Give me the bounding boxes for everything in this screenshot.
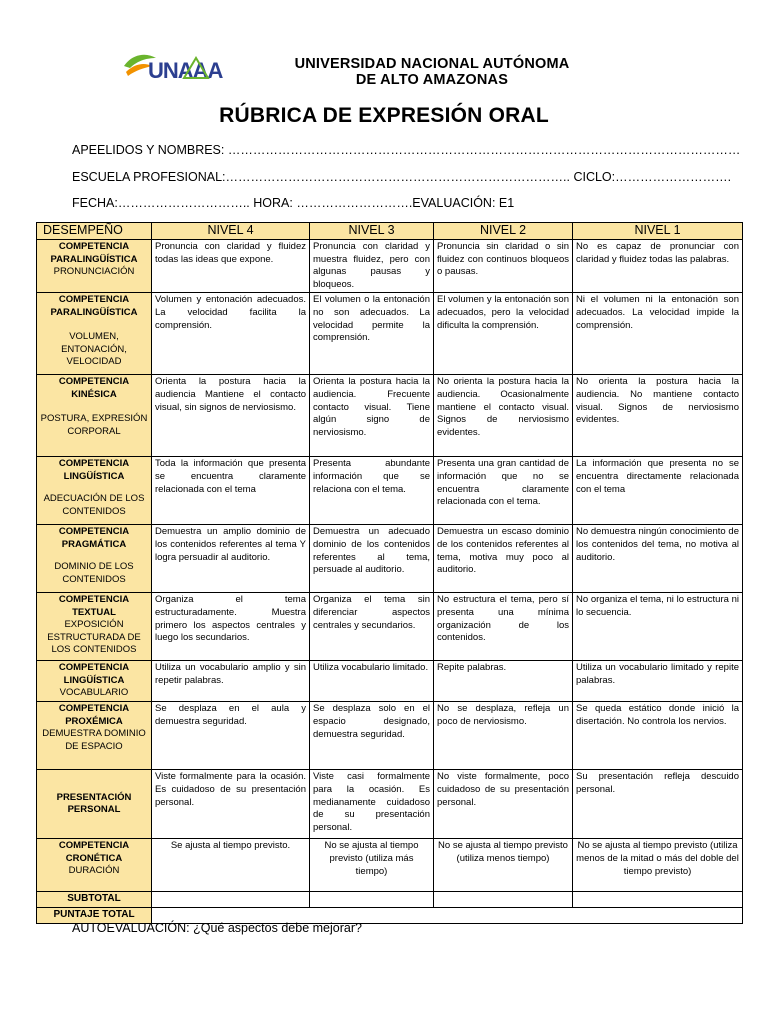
rubric-body: [37, 240, 743, 892]
svg-text:UNAAA: UNAAA: [148, 58, 223, 83]
descriptor-nivel-1: No es capaz de pronunciar con claridad y fluidez todas las palabras.: [573, 240, 743, 293]
competency-title: COMPETENCIA LINGÜÍSTICA: [58, 458, 130, 482]
column-header-nivel-3: NIVEL 3: [310, 223, 434, 240]
school-cycle-field-line: ESCUELA PROFESIONAL:……………………………………………………………………….. CICLO:……………………….: [72, 170, 732, 184]
subtotal-cell-nivel-4: [152, 892, 310, 908]
rubric-row: [37, 375, 743, 457]
subtotal-cell-nivel-1: [573, 892, 743, 908]
competency-cell: [37, 702, 152, 770]
descriptor-nivel-3: Viste casi formalmente para la ocasión. Es medianamente cuidadoso de su presentación personal.: [310, 770, 434, 839]
descriptor-nivel-4: Organiza el tema estructuradamente. Muestra primero los aspectos centrales y luego los secundarios.: [152, 593, 310, 661]
descriptor-nivel-3: Se desplaza solo en el espacio designado, demuestra seguridad.: [310, 702, 434, 770]
competency-cell: [37, 457, 152, 525]
competency-title: COMPETENCIA PARALINGÜÍSTICA: [50, 294, 138, 318]
subtotal-row: [37, 892, 743, 908]
self-evaluation-prompt: AUTOEVALUACIÓN: ¿Qué aspectos debe mejorar?: [72, 921, 362, 935]
competency-cell: [37, 240, 152, 293]
university-logo: [122, 48, 236, 84]
descriptor-nivel-3: Utiliza vocabulario limitado.: [310, 661, 434, 702]
subtotal-cell-nivel-2: [434, 892, 573, 908]
competency-title: COMPETENCIA KINÉSICA: [58, 376, 130, 400]
rubric-row: [37, 839, 743, 892]
competency-title: COMPETENCIA CRONÉTICA: [58, 840, 130, 864]
rubric-row: [37, 661, 743, 702]
rubric-header-row: [37, 223, 743, 240]
competency-cell: [37, 770, 152, 839]
descriptor-nivel-3: Demuestra un adecuado dominio de los contenidos referentes al tema, persuade al auditorio.: [310, 525, 434, 593]
competency-subtitle: DURACIÓN: [68, 865, 120, 877]
descriptor-nivel-2: No viste formalmente, poco cuidadoso de su presentación personal.: [434, 770, 573, 839]
rubric-row: [37, 702, 743, 770]
competency-title: COMPETENCIA LINGÜÍSTICA: [58, 662, 130, 686]
descriptor-nivel-4: Toda la información que presenta se encuentra claramente relacionada con el tema: [152, 457, 310, 525]
descriptor-nivel-1: Se queda estático donde inició la disertación. No controla los nervios.: [573, 702, 743, 770]
university-name-line2: DE ALTO AMAZONAS: [355, 72, 509, 88]
competency-subtitle: POSTURA, EXPRESIÓN CORPORAL: [40, 413, 148, 437]
competency-title: COMPETENCIA PROXÉMICA: [58, 703, 130, 727]
competency-subtitle: DEMUESTRA DOMINIO DE ESPACIO: [42, 728, 146, 752]
descriptor-nivel-3: Presenta abundante información que se relaciona con el tema.: [310, 457, 434, 525]
competency-title: COMPETENCIA PRAGMÁTICA: [58, 526, 130, 550]
rubric-row: [37, 240, 743, 293]
competency-cell: [37, 661, 152, 702]
rubric-row: [37, 457, 743, 525]
competency-cell: [37, 375, 152, 457]
descriptor-nivel-4: Viste formalmente para la ocasión. Es cuidadoso de su presentación personal.: [152, 770, 310, 839]
competency-subtitle: DOMINIO DE LOS CONTENIDOS: [54, 561, 134, 585]
descriptor-nivel-2: El volumen y la entonación son adecuados, pero la velocidad dificulta la comprensión.: [434, 293, 573, 375]
descriptor-nivel-4: Pronuncia con claridad y fluidez todas las ideas que expone.: [152, 240, 310, 293]
competency-cell: [37, 525, 152, 593]
descriptor-nivel-1: No organiza el tema, ni lo estructura ni lo secuencia.: [573, 593, 743, 661]
competency-title: PRESENTACIÓN PERSONAL: [56, 791, 132, 816]
column-header-nivel-4: NIVEL 4: [152, 223, 310, 240]
descriptor-nivel-1: Utiliza un vocabulario limitado y repite palabras.: [573, 661, 743, 702]
document-title: RÚBRICA DE EXPRESIÓN ORAL: [219, 104, 549, 127]
rubric-row: [37, 593, 743, 661]
column-header-desempeno: DESEMPEÑO: [37, 223, 152, 240]
descriptor-nivel-1: No demuestra ningún conocimiento de los contenidos del tema, no motiva al auditorio.: [573, 525, 743, 593]
names-field-line: APEELIDOS Y NOMBRES: ……………………………………………………………………………………………………………: [72, 143, 741, 157]
university-name-line1: UNIVERSIDAD NACIONAL AUTÓNOMA: [294, 56, 570, 72]
competency-subtitle: EXPOSICIÓN ESTRUCTURADA DE LOS CONTENIDOS: [47, 619, 141, 656]
descriptor-nivel-2: No se ajusta al tiempo previsto (utiliza menos tiempo): [434, 839, 573, 892]
rubric-row: [37, 293, 743, 375]
descriptor-nivel-4: Se ajusta al tiempo previsto.: [152, 839, 310, 892]
descriptor-nivel-3: Orienta la postura hacia la audiencia. Frecuente contacto visual. Tiene algún signo de nerviosismo.: [310, 375, 434, 457]
competency-subtitle: ADECUACIÓN DE LOS CONTENIDOS: [43, 493, 145, 517]
descriptor-nivel-2: No se desplaza, refleja un poco de nerviosismo.: [434, 702, 573, 770]
competency-cell: [37, 839, 152, 892]
competency-subtitle: VOCABULARIO: [59, 687, 129, 699]
rubric-row: [37, 770, 743, 839]
descriptor-nivel-2: Repite palabras.: [434, 661, 573, 702]
descriptor-nivel-4: Utiliza un vocabulario amplio y sin repetir palabras.: [152, 661, 310, 702]
descriptor-nivel-1: Su presentación refleja descuido personal.: [573, 770, 743, 839]
competency-title: COMPETENCIA TEXTUAL: [58, 594, 130, 618]
rubric-row: [37, 525, 743, 593]
competency-title: COMPETENCIA PARALINGÜÍSTICA: [50, 241, 138, 265]
descriptor-nivel-2: No orienta la postura hacia la audiencia. Ocasionalmente mantiene el contacto visual. Signos de nerviosismo evidentes.: [434, 375, 573, 457]
competency-subtitle: PRONUNCIACIÓN: [53, 266, 135, 277]
competency-cell: [37, 293, 152, 375]
document-header: [0, 40, 768, 100]
descriptor-nivel-2: Presenta una gran cantidad de información que no se encuentra claramente relacionada con el tema.: [434, 457, 573, 525]
descriptor-nivel-3: No se ajusta al tiempo previsto (utiliza más tiempo): [310, 839, 434, 892]
descriptor-nivel-3: Organiza el tema sin diferenciar aspectos centrales y secundarios.: [310, 593, 434, 661]
descriptor-nivel-3: El volumen o la entonación no son adecuados. La velocidad permite la comprensión.: [310, 293, 434, 375]
date-time-evaluation-line: FECHA:………………………….. HORA: ……………………….EVALUACIÓN: E1: [72, 196, 515, 210]
descriptor-nivel-2: Pronuncia sin claridad o sin fluidez con continuos bloqueos o pausas.: [434, 240, 573, 293]
university-name: [262, 56, 602, 88]
descriptor-nivel-4: Demuestra un amplio dominio de los contenidos referentes al tema Y logra persuadir al auditorio.: [152, 525, 310, 593]
column-header-nivel-1: NIVEL 1: [573, 223, 743, 240]
descriptor-nivel-1: No se ajusta al tiempo previsto (utiliza menos de la mitad o más del doble del tiempo previsto): [573, 839, 743, 892]
descriptor-nivel-2: Demuestra un escaso dominio de los contenidos referentes al tema, motiva muy poco al auditorio.: [434, 525, 573, 593]
competency-cell: [37, 593, 152, 661]
rubric-table: [36, 222, 743, 924]
descriptor-nivel-1: La información que presenta no se encuentra directamente relacionada con el tema: [573, 457, 743, 525]
total-score-label: PUNTAJE TOTAL: [37, 908, 152, 924]
descriptor-nivel-1: No orienta la postura hacia la audiencia. No mantiene contacto visual. Signos de nerviosismo evidentes.: [573, 375, 743, 457]
descriptor-nivel-4: Orienta la postura hacia la audiencia Mantiene el contacto visual, sin signos de nerviosismo.: [152, 375, 310, 457]
descriptor-nivel-2: No estructura el tema, pero sí presenta una mínima organización de los contenidos.: [434, 593, 573, 661]
subtotal-label: SUBTOTAL: [37, 892, 152, 908]
descriptor-nivel-4: Volumen y entonación adecuados. La velocidad facilita la comprensión.: [152, 293, 310, 375]
competency-subtitle: VOLUMEN, ENTONACIÓN, VELOCIDAD: [61, 331, 127, 368]
descriptor-nivel-4: Se desplaza en el aula y demuestra seguridad.: [152, 702, 310, 770]
descriptor-nivel-1: Ni el volumen ni la entonación son adecuados. La velocidad impide la comprensión.: [573, 293, 743, 375]
column-header-nivel-2: NIVEL 2: [434, 223, 573, 240]
descriptor-nivel-3: Pronuncia con claridad y muestra fluidez, pero con algunas pausas y bloqueos.: [310, 240, 434, 293]
subtotal-cell-nivel-3: [310, 892, 434, 908]
